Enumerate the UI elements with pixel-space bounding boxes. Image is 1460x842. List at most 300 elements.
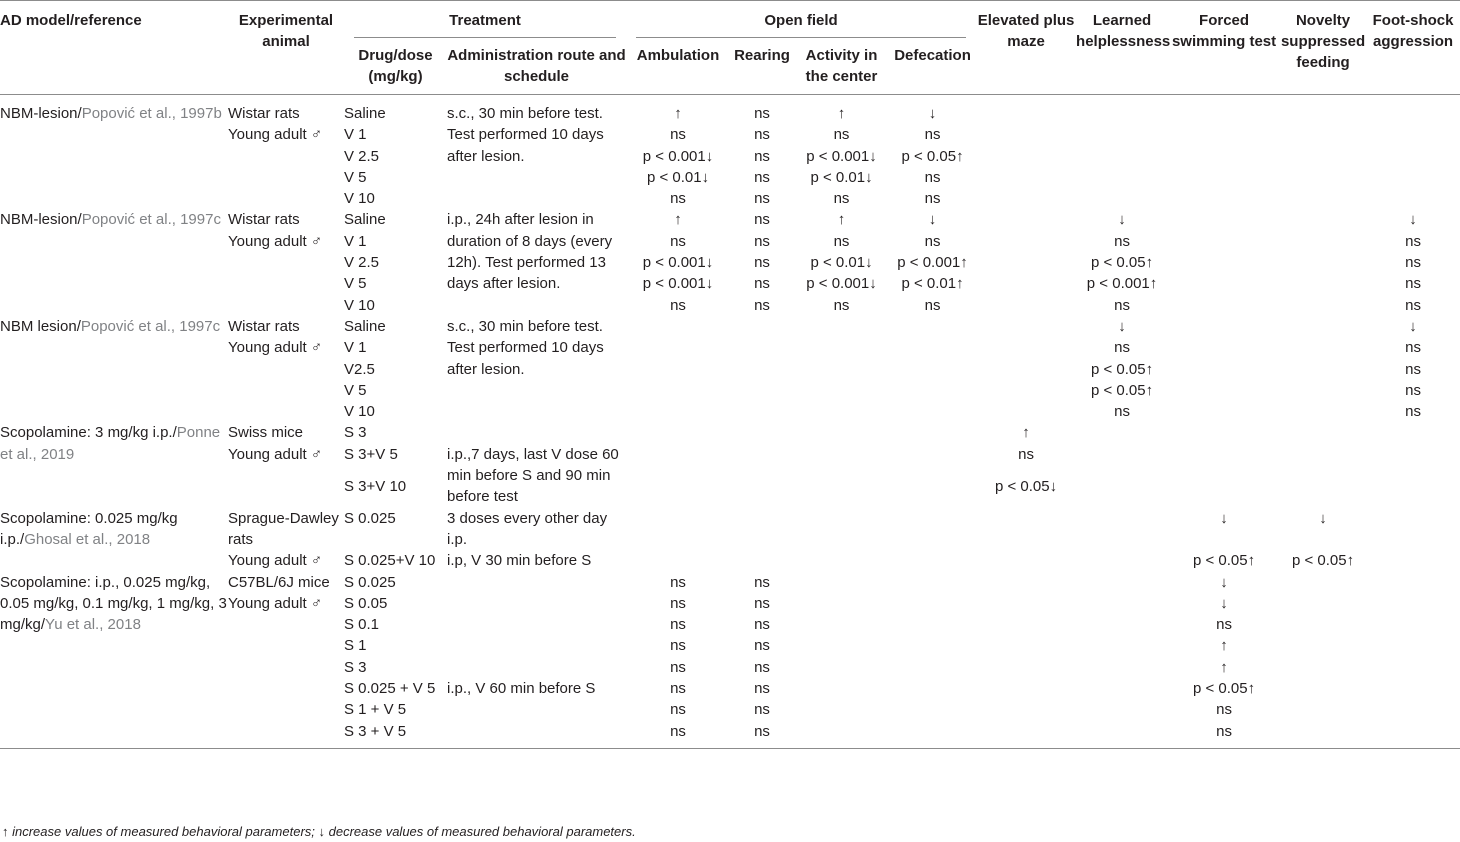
activity-center-cell (794, 444, 889, 476)
model-reference-cell (0, 572, 228, 749)
model-text: Scopolamine: 0.025 mg/kg i.p./ (0, 509, 178, 548)
elevated-plus-maze-cell (976, 699, 1076, 720)
header-animal: Experimental animal (238, 12, 334, 50)
drug-dose-cell: V 5 (344, 275, 367, 293)
activity-center-cell (794, 337, 889, 358)
study-group (0, 508, 1460, 572)
drug-dose-cell: V 10 (344, 190, 375, 208)
header-rearing: Rearing (734, 47, 790, 64)
ambulation-cell (626, 422, 730, 443)
route-schedule-cell: 3 doses every other day i.p. (447, 509, 608, 548)
rearing-cell: ns (754, 275, 770, 293)
foot-shock-aggression-cell (1366, 635, 1460, 656)
novelty-suppressed-feeding-cell (1280, 231, 1366, 252)
rearing-cell: ns (754, 616, 770, 634)
drug-dose-cell: Saline (344, 105, 386, 122)
header-defecation: Defecation (894, 47, 971, 64)
activity-center-cell: ↑ (837, 105, 846, 122)
drug-dose-cell: V 2.5 (344, 147, 380, 165)
elevated-plus-maze-cell (976, 188, 1076, 209)
novelty-suppressed-feeding-cell (1280, 657, 1366, 678)
ambulation-cell (626, 476, 730, 508)
activity-center-cell: p < 0.001↓ (806, 147, 877, 165)
activity-center-cell (794, 678, 889, 699)
ambulation-cell: p < 0.001↓ (642, 254, 714, 272)
animal-line: Wistar rats (228, 317, 300, 335)
learned-helplessness-cell (1076, 699, 1168, 720)
table-row (0, 209, 1460, 230)
activity-center-cell (794, 614, 889, 635)
activity-center-cell (794, 380, 889, 401)
animal-line: Wistar rats (228, 211, 300, 229)
reference-link: Popović et al., 1997b (81, 105, 222, 122)
animal-line: Young adult ♂ (228, 594, 323, 612)
foot-shock-aggression-cell: ns (1405, 403, 1421, 421)
forced-swimming-test-cell: ns (1216, 701, 1232, 719)
novelty-suppressed-feeding-cell (1280, 273, 1366, 294)
rearing-cell: ns (754, 573, 770, 591)
ambulation-cell: ns (670, 190, 686, 208)
activity-center-cell (794, 635, 889, 656)
forced-swimming-test-cell (1168, 401, 1280, 422)
activity-center-cell (794, 657, 889, 678)
drug-dose-cell: S 0.05 (344, 594, 388, 612)
defecation-cell (889, 593, 976, 614)
route-schedule-cell (447, 635, 626, 656)
animal-line: Young adult ♂ (228, 339, 323, 357)
model-reference-cell (0, 422, 228, 507)
learned-helplessness-cell: ns (1114, 339, 1130, 357)
foot-shock-aggression-cell (1366, 699, 1460, 720)
learned-helplessness-cell: p < 0.05↑ (1090, 360, 1154, 378)
ambulation-cell: p < 0.001↓ (642, 275, 714, 293)
elevated-plus-maze-cell (976, 146, 1076, 167)
learned-helplessness-cell (1076, 444, 1168, 476)
experimental-animal-cell (228, 209, 344, 315)
header-novelty-suppressed-feeding: Novelty suppressed feeding (1280, 12, 1366, 71)
header-route: Administration route and schedule (447, 47, 626, 85)
foot-shock-aggression-cell: ns (1405, 381, 1421, 399)
defecation-cell (889, 572, 976, 593)
ambulation-cell: ns (670, 722, 686, 740)
foot-shock-aggression-cell (1366, 124, 1460, 145)
activity-center-cell: p < 0.001↓ (806, 275, 877, 293)
activity-center-cell (794, 699, 889, 720)
route-schedule-cell (447, 657, 626, 678)
rearing-cell (730, 444, 794, 476)
foot-shock-aggression-cell: ↓ (1409, 211, 1417, 229)
defecation-cell (889, 444, 976, 476)
model-text: NBM-lesion/ (0, 105, 82, 122)
foot-shock-aggression-cell (1366, 721, 1460, 749)
defecation-cell: p < 0.05↑ (901, 147, 964, 165)
animal-line: Wistar rats (228, 105, 300, 122)
rearing-cell: ns (754, 190, 770, 208)
novelty-suppressed-feeding-cell (1280, 188, 1366, 209)
forced-swimming-test-cell (1168, 422, 1280, 443)
forced-swimming-test-cell (1168, 209, 1280, 230)
reference-link: Popović et al., 1997c (80, 317, 221, 335)
forced-swimming-test-cell: ↓ (1220, 573, 1228, 591)
forced-swimming-test-cell (1168, 359, 1280, 380)
novelty-suppressed-feeding-cell (1280, 146, 1366, 167)
activity-center-cell: ns (833, 126, 850, 144)
learned-helplessness-cell: ns (1114, 296, 1130, 314)
foot-shock-aggression-cell (1366, 188, 1460, 209)
drug-dose-cell: V 2.5 (344, 254, 380, 272)
learned-helplessness-cell: ns (1114, 403, 1130, 421)
ambulation-cell (626, 380, 730, 401)
foot-shock-aggression-cell: ns (1405, 254, 1421, 272)
novelty-suppressed-feeding-cell (1280, 572, 1366, 593)
learned-helplessness-cell (1076, 721, 1168, 749)
ambulation-cell: ns (670, 616, 686, 634)
ambulation-cell: ns (670, 658, 686, 676)
route-schedule-cell (447, 699, 626, 720)
learned-helplessness-cell: p < 0.05↑ (1090, 254, 1154, 272)
learned-helplessness-cell (1076, 614, 1168, 635)
forced-swimming-test-cell (1168, 337, 1280, 358)
novelty-suppressed-feeding-cell: ↓ (1319, 509, 1327, 527)
learned-helplessness-cell (1076, 422, 1168, 443)
drug-dose-cell: Saline (344, 211, 386, 229)
novelty-suppressed-feeding-cell (1280, 635, 1366, 656)
learned-helplessness-cell (1076, 508, 1168, 551)
table-row (0, 95, 1460, 125)
learned-helplessness-cell (1076, 572, 1168, 593)
elevated-plus-maze-cell (976, 273, 1076, 294)
drug-dose-cell: S 0.025 + V 5 (344, 680, 436, 698)
foot-shock-aggression-cell (1366, 657, 1460, 678)
rearing-cell: ns (754, 722, 770, 740)
elevated-plus-maze-cell (976, 95, 1076, 125)
study-group (0, 572, 1460, 749)
rearing-cell: ns (754, 105, 770, 122)
foot-shock-aggression-cell: ns (1405, 296, 1421, 314)
drug-dose-cell: V 10 (344, 296, 375, 314)
foot-shock-aggression-cell (1366, 146, 1460, 167)
foot-shock-aggression-cell (1366, 422, 1460, 443)
ambulation-cell: p < 0.001↓ (642, 147, 714, 165)
model-reference-cell (0, 316, 228, 422)
drug-dose-cell: S 3+V 5 (344, 445, 398, 463)
novelty-suppressed-feeding-cell (1280, 295, 1366, 316)
rearing-cell: ns (754, 594, 770, 612)
model-reference-cell (0, 95, 228, 210)
learned-helplessness-cell: ns (1114, 232, 1130, 250)
table-row (0, 508, 1460, 551)
table-footnote: ↑ increase values of measured behavioral parameters; ↓ decrease values of measured behavioral parameters. (2, 824, 636, 839)
defecation-cell (889, 678, 976, 699)
novelty-suppressed-feeding-cell: p < 0.05↑ (1291, 552, 1355, 570)
novelty-suppressed-feeding-cell (1280, 316, 1366, 337)
header-activity-center: Activity in the center (805, 47, 878, 85)
rearing-cell (730, 422, 794, 443)
forced-swimming-test-cell: ns (1216, 616, 1232, 634)
route-schedule-cell: s.c., 30 min before test. Test performed 10 days after lesion. (447, 105, 604, 165)
drug-dose-cell: S 0.025 (344, 509, 396, 527)
animal-line: Young adult ♂ (228, 552, 323, 570)
drug-dose-cell: V2.5 (344, 360, 375, 378)
header-ambulation: Ambulation (636, 47, 720, 64)
elevated-plus-maze-cell: p < 0.05↓ (994, 477, 1058, 495)
ambulation-cell: ns (670, 637, 686, 655)
novelty-suppressed-feeding-cell (1280, 593, 1366, 614)
ambulation-cell (626, 508, 730, 551)
learned-helplessness-cell (1076, 146, 1168, 167)
header-learned-helplessness: Learned helplessness (1076, 12, 1171, 50)
foot-shock-aggression-cell: ns (1405, 339, 1421, 357)
model-text: NBM-lesion/ (0, 211, 82, 229)
rearing-cell: ns (754, 701, 770, 719)
model-text: NBM lesion/ (0, 317, 81, 335)
elevated-plus-maze-cell (976, 167, 1076, 188)
drug-dose-cell: V 5 (344, 168, 367, 186)
forced-swimming-test-cell (1168, 124, 1280, 145)
ambulation-cell (626, 359, 730, 380)
ambulation-cell: ns (670, 573, 686, 591)
defecation-cell (889, 550, 976, 571)
novelty-suppressed-feeding-cell (1280, 721, 1366, 749)
rearing-cell: ns (754, 211, 770, 229)
rearing-cell: ns (754, 637, 770, 655)
activity-center-cell: p < 0.01↓ (810, 168, 873, 186)
route-schedule-cell: i.p.,7 days, last V dose 60 min before S and 90 min before test (447, 445, 619, 506)
rearing-cell (730, 550, 794, 571)
defecation-cell (889, 508, 976, 551)
route-schedule-cell: i.p., V 60 min before S (447, 680, 596, 698)
activity-center-cell (794, 401, 889, 422)
ambulation-cell: ns (670, 296, 686, 314)
study-group (0, 316, 1460, 422)
drug-dose-cell: V 1 (344, 232, 367, 250)
table-row (0, 422, 1460, 443)
elevated-plus-maze-cell (976, 209, 1076, 230)
activity-center-cell (794, 572, 889, 593)
experimental-animal-cell (228, 95, 344, 210)
foot-shock-aggression-cell (1366, 572, 1460, 593)
defecation-cell: p < 0.001↑ (897, 254, 968, 272)
forced-swimming-test-cell (1168, 167, 1280, 188)
drug-dose-cell: V 10 (344, 403, 375, 421)
drug-dose-cell: S 3+V 10 (344, 477, 407, 495)
rearing-cell (730, 401, 794, 422)
drug-dose-cell: S 0.025+V 10 (344, 552, 436, 570)
foot-shock-aggression-cell (1366, 95, 1460, 125)
learned-helplessness-cell: p < 0.001↑ (1086, 275, 1158, 293)
learned-helplessness-cell (1076, 678, 1168, 699)
novelty-suppressed-feeding-cell (1280, 252, 1366, 273)
novelty-suppressed-feeding-cell (1280, 167, 1366, 188)
model-text: Scopolamine: i.p., 0.025 mg/kg, 0.05 mg/kg, 0.1 mg/kg, 1 mg/kg, 3 mg/kg/ (0, 573, 227, 634)
animal-line: Swiss mice (228, 424, 304, 442)
rearing-cell: ns (754, 126, 770, 144)
forced-swimming-test-cell (1168, 380, 1280, 401)
route-schedule-cell (447, 572, 626, 593)
study-group (0, 422, 1460, 507)
defecation-cell (889, 316, 976, 337)
forced-swimming-test-cell (1168, 476, 1280, 508)
defecation-cell: ↓ (928, 211, 937, 229)
route-schedule-cell (447, 721, 626, 749)
route-schedule-cell: i.p., 24h after lesion in duration of 8 days (every 12h). Test performed 13 days after lesion. (447, 211, 613, 293)
header-foot-shock-aggression: Foot-shock aggression (1372, 12, 1454, 50)
activity-center-cell (794, 550, 889, 571)
elevated-plus-maze-cell (976, 316, 1076, 337)
forced-swimming-test-cell (1168, 188, 1280, 209)
activity-center-cell (794, 476, 889, 508)
elevated-plus-maze-cell (976, 295, 1076, 316)
study-group (0, 209, 1460, 315)
rearing-cell: ns (754, 254, 770, 272)
reference-link: Ponne et al., 2019 (0, 424, 221, 463)
foot-shock-aggression-cell (1366, 167, 1460, 188)
header-open-field: Open field (626, 1, 976, 39)
rearing-cell: ns (754, 680, 770, 698)
activity-center-cell: p < 0.01↓ (810, 254, 873, 272)
defecation-cell: p < 0.01↑ (901, 275, 964, 293)
elevated-plus-maze-cell (976, 678, 1076, 699)
defecation-cell (889, 380, 976, 401)
novelty-suppressed-feeding-cell (1280, 380, 1366, 401)
novelty-suppressed-feeding-cell (1280, 422, 1366, 443)
drug-dose-cell: S 3 (344, 658, 367, 676)
forced-swimming-test-cell: p < 0.05↑ (1192, 552, 1256, 570)
drug-dose-cell: S 0.1 (344, 616, 380, 634)
rearing-cell (730, 380, 794, 401)
learned-helplessness-cell (1076, 593, 1168, 614)
novelty-suppressed-feeding-cell (1280, 678, 1366, 699)
rearing-cell (730, 316, 794, 337)
activity-center-cell (794, 508, 889, 551)
foot-shock-aggression-cell (1366, 678, 1460, 699)
learned-helplessness-cell (1076, 476, 1168, 508)
drug-dose-cell: S 1 (344, 637, 367, 655)
foot-shock-aggression-cell (1366, 508, 1460, 551)
reference-link: Popović et al., 1997c (81, 211, 221, 229)
activity-center-cell: ↑ (837, 211, 846, 229)
forced-swimming-test-cell (1168, 316, 1280, 337)
defecation-cell (889, 657, 976, 678)
elevated-plus-maze-cell: ns (1018, 445, 1034, 463)
defecation-cell: ns (924, 126, 941, 144)
learned-helplessness-cell (1076, 635, 1168, 656)
elevated-plus-maze-cell (976, 380, 1076, 401)
ambulation-cell: ns (670, 701, 686, 719)
forced-swimming-test-cell (1168, 95, 1280, 125)
defecation-cell: ns (924, 232, 941, 250)
activity-center-cell (794, 721, 889, 749)
novelty-suppressed-feeding-cell (1280, 124, 1366, 145)
novelty-suppressed-feeding-cell (1280, 95, 1366, 125)
ambulation-cell: ↑ (674, 105, 682, 122)
defecation-cell (889, 635, 976, 656)
novelty-suppressed-feeding-cell (1280, 337, 1366, 358)
elevated-plus-maze-cell (976, 401, 1076, 422)
learned-helplessness-cell (1076, 188, 1168, 209)
novelty-suppressed-feeding-cell (1280, 614, 1366, 635)
elevated-plus-maze-cell (976, 657, 1076, 678)
table-row (0, 316, 1460, 337)
drug-dose-cell: S 3 (344, 424, 367, 442)
model-reference-cell (0, 508, 228, 572)
drug-dose-cell: S 1 + V 5 (344, 701, 407, 719)
defecation-cell: ↓ (928, 105, 937, 122)
elevated-plus-maze-cell (976, 359, 1076, 380)
experimental-animal-cell (228, 508, 344, 572)
defecation-cell (889, 359, 976, 380)
ambulation-cell: ns (670, 126, 686, 144)
forced-swimming-test-cell (1168, 231, 1280, 252)
animal-line: Sprague-Dawley rats (228, 509, 339, 548)
forced-swimming-test-cell: ↓ (1220, 509, 1228, 527)
animal-line: C57BL/6J mice (228, 573, 330, 591)
novelty-suppressed-feeding-cell (1280, 476, 1366, 508)
ambulation-cell (626, 444, 730, 476)
ambulation-cell: ns (670, 594, 686, 612)
rearing-cell: ns (754, 296, 770, 314)
rearing-cell (730, 337, 794, 358)
forced-swimming-test-cell (1168, 146, 1280, 167)
animal-line: Young adult ♂ (228, 232, 323, 250)
drug-dose-cell: V 1 (344, 339, 367, 357)
novelty-suppressed-feeding-cell (1280, 401, 1366, 422)
route-schedule-cell: i.p, V 30 min before S (447, 552, 592, 570)
header-treatment: Treatment (344, 1, 626, 39)
rearing-cell (730, 476, 794, 508)
foot-shock-aggression-cell: ns (1405, 232, 1421, 250)
experimental-animal-cell (228, 316, 344, 422)
elevated-plus-maze-cell: ↑ (1022, 424, 1030, 442)
ambulation-cell: ↑ (674, 211, 682, 229)
foot-shock-aggression-cell (1366, 476, 1460, 508)
defecation-cell (889, 721, 976, 749)
activity-center-cell (794, 359, 889, 380)
forced-swimming-test-cell: ns (1216, 722, 1232, 740)
ambulation-cell (626, 337, 730, 358)
forced-swimming-test-cell (1168, 273, 1280, 294)
elevated-plus-maze-cell (976, 593, 1076, 614)
forced-swimming-test-cell: p < 0.05↑ (1192, 680, 1256, 698)
ambulation-cell: p < 0.01↓ (646, 168, 710, 186)
learned-helplessness-cell: p < 0.05↑ (1090, 381, 1154, 399)
experimental-animal-cell (228, 572, 344, 749)
foot-shock-aggression-cell (1366, 614, 1460, 635)
elevated-plus-maze-cell (976, 252, 1076, 273)
activity-center-cell: ns (833, 232, 850, 250)
animal-line: Young adult ♂ (228, 445, 323, 463)
drug-dose-cell: V 1 (344, 126, 367, 144)
foot-shock-aggression-cell (1366, 444, 1460, 476)
ambulation-cell (626, 401, 730, 422)
novelty-suppressed-feeding-cell (1280, 699, 1366, 720)
learned-helplessness-cell (1076, 167, 1168, 188)
elevated-plus-maze-cell (976, 550, 1076, 571)
rearing-cell: ns (754, 658, 770, 676)
defecation-cell (889, 422, 976, 443)
forced-swimming-test-cell: ↑ (1220, 637, 1228, 655)
experimental-animal-cell (228, 422, 344, 507)
defecation-cell: ns (924, 168, 941, 186)
elevated-plus-maze-cell (976, 231, 1076, 252)
route-schedule-cell (447, 593, 626, 614)
forced-swimming-test-cell (1168, 252, 1280, 273)
route-schedule-cell (447, 614, 626, 635)
learned-helplessness-cell: ↓ (1118, 211, 1126, 229)
animal-line: Young adult ♂ (228, 126, 323, 144)
foot-shock-aggression-cell: ns (1405, 275, 1421, 293)
header-drug-dose: Drug/dose (mg/kg) (358, 47, 433, 85)
